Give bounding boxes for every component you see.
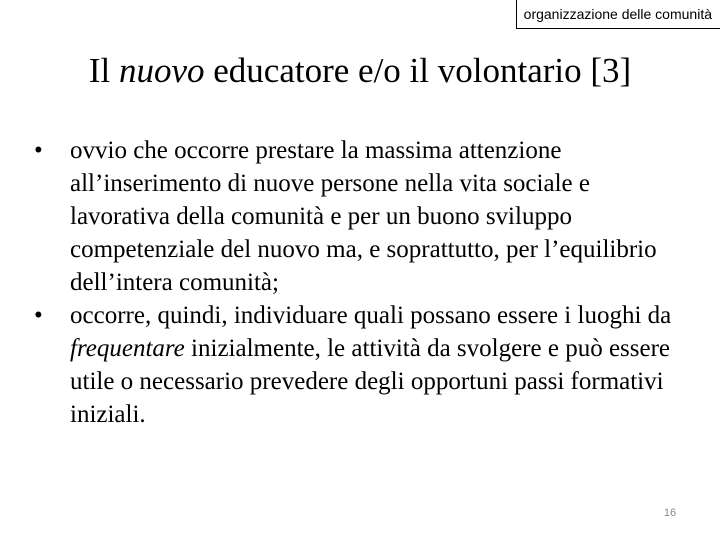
bullet-text-before: occorre, quindi, individuare quali possano essere i luoghi da — [70, 302, 672, 329]
bullet-item-1 — [34, 134, 694, 299]
page-number: 16 — [663, 507, 677, 519]
bullet-list — [34, 134, 694, 431]
bullet-item-2 — [34, 299, 694, 431]
section-label: organizzazione delle comunità — [516, 0, 720, 29]
slide-title — [0, 50, 720, 92]
bullet-text: ovvio che occorre prestare la massima attenzione all’inserimento di nuove persone nella vita sociale e lavorativa della comunità e per un buono sviluppo competenziale del nuovo ma, e soprattutto, per l’equilibrio dell’intera comunità; — [70, 137, 657, 296]
title-suffix: educatore e/o il volontario [3] — [213, 51, 632, 90]
bullet-marker: • — [34, 302, 43, 329]
title-italic-word: nuovo — [118, 51, 205, 90]
title-prefix: Il — [88, 51, 111, 90]
bullet-text — [70, 302, 671, 428]
bullet-text-italic: frequentare — [70, 335, 185, 362]
bullet-text-after: inizialmente, le attività da svolgere e può essere utile o necessario prevedere degli opportuni passi formativi iniziali. — [70, 335, 671, 428]
bullet-marker: • — [34, 137, 43, 164]
